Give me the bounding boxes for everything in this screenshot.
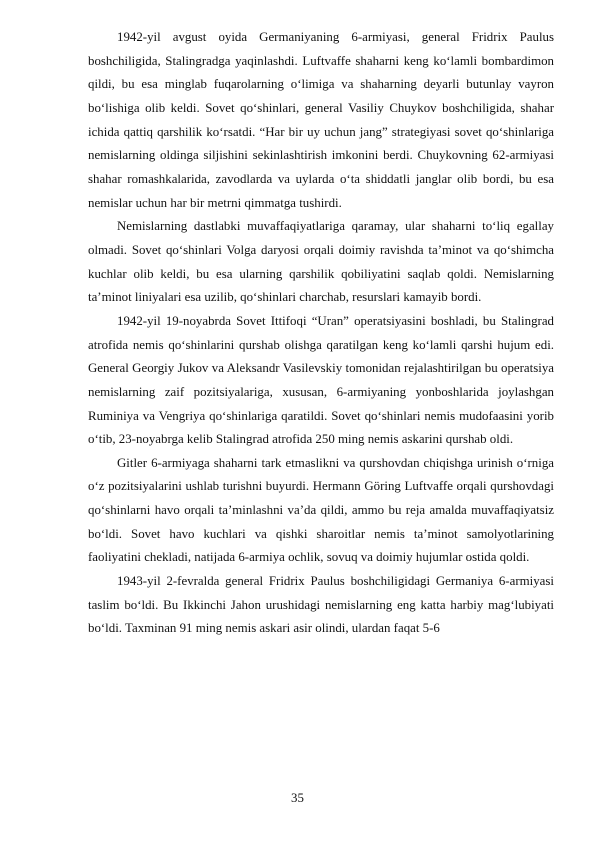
document-body xyxy=(88,26,554,641)
paragraph-1: 1942-yil avgust oyida Germaniyaning 6-armiyasi, general Fridrix Paulus boshchiligida, Stalingradga yaqinlashdi. Luftvaffe shaharni keng ko‘lamli bombardimon qildi, bu esa minglab fuqarolarning o‘limiga va shaharning deyarli butunlay vayron bo‘lishiga olib keldi. Sovet qo‘shinlari, general Vasiliy Chuykov boshchiligida, shahar ichida qattiq qarshilik ko‘rsatdi. “Har bir uy uchun jang” strategiyasi sovet qo‘shinlariga nemislarning oldinga siljishini sekinlashtirish imkonini berdi. Chuykovning 62-armiyasi shahar romashkalarida, zavodlarda va uylarda o‘ta shiddatli janglar olib bordi, bu esa nemislar uchun har bir metrni qimmatga tushirdi. xyxy=(88,30,554,210)
paragraph-2: Nemislarning dastlabki muvaffaqiyatlariga qaramay, ular shaharni to‘liq egallay olmadi. Sovet qo‘shinlari Volga daryosi orqali doimiy ravishda ta’minot va qo‘shimcha kuchlar olib keldi, bu esa ularning qarshilik qobiliyatini saqlab qoldi. Nemislarning ta’minot liniyalari esa uzilib, qo‘shinlari charchab, resurslari kamayib bordi. xyxy=(88,219,554,305)
page-number: 35 xyxy=(291,791,304,805)
paragraph-4: Gitler 6-armiyaga shaharni tark etmaslikni va qurshovdan chiqishga urinish o‘rniga o‘z pozitsiyalarini ushlab turishni buyurdi. Hermann Göring Luftvaffe orqali qurshovdagi qo‘shinlarni havo orqali ta’minlashni va’da qildi, ammo bu reja amalda muvaffaqiyatsiz bo‘ldi. Sovet havo kuchlari va qishki sharoitlar nemis ta’minot samolyotlarining faoliyatini chekladi, natijada 6-armiya ochlik, sovuq va doimiy hujumlar ostida qoldi. xyxy=(88,455,554,565)
paragraph-3: 1942-yil 19-noyabrda Sovet Ittifoqi “Uran” operatsiyasini boshladi, bu Stalingrad atrofida nemis qo‘shinlarini qurshab olishga qaratilgan keng ko‘lamli qarshi hujum edi. General Georgiy Jukov va Aleksandr Vasilevskiy tomonidan rejalashtirilgan bu operatsiya nemislarning zaif pozitsiyalariga, xususan, 6-armiyaning yonboshlarida joylashgan Ruminiya va Vengriya qo‘shinlariga qaratildi. Sovet qo‘shinlari nemis mudofaasini yorib o‘tib, 23-noyabrga kelib Stalingrad atrofida 250 ming nemis askarini qurshab oldi. xyxy=(88,313,554,447)
paragraph-5: 1943-yil 2-fevralda general Fridrix Paulus boshchiligidagi Germaniya 6-armiyasi taslim bo‘ldi. Bu Ikkinchi Jahon urushidagi nemislarning eng katta harbiy mag‘lubiyati bo‘ldi. Taxminan 91 ming nemis askari asir olindi, ulardan faqat 5-6 xyxy=(88,574,554,636)
